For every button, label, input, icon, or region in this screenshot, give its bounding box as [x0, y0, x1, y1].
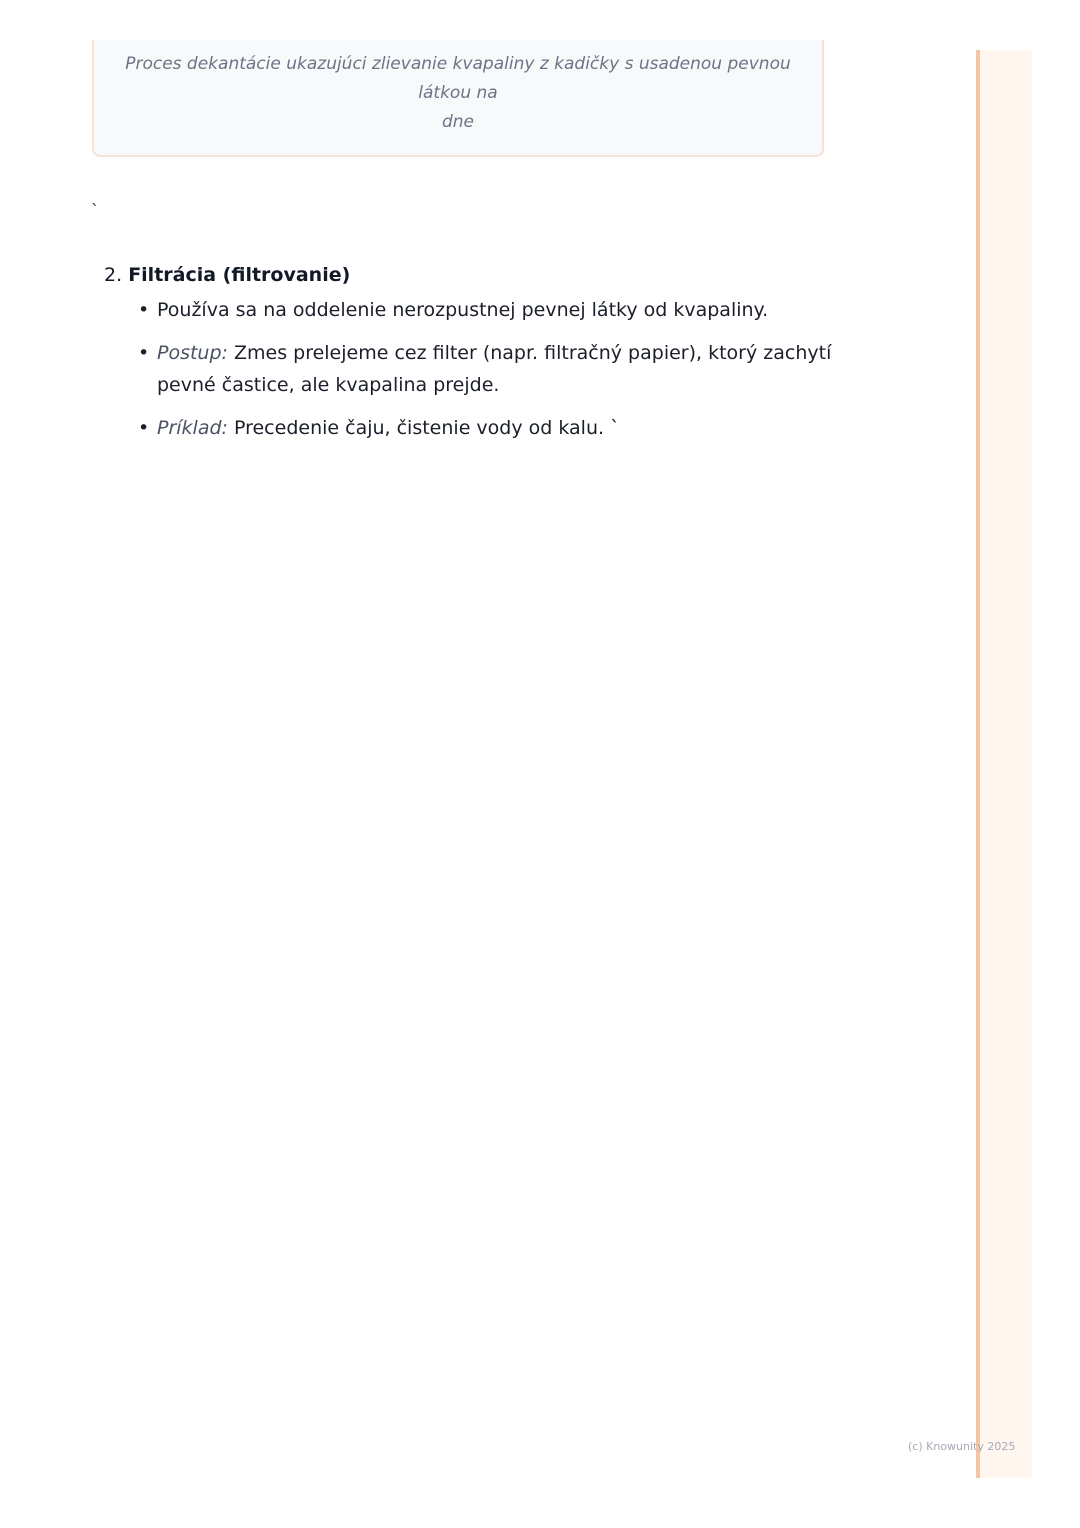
bullet-icon: • [138, 417, 150, 439]
list-item-text: Precedenie čaju, čistenie vody od kalu. ` [227, 417, 620, 439]
image-caption-line-2: dne [441, 112, 475, 132]
section-title: Filtrácia (filtrovanie) [128, 264, 351, 286]
bullet-icon: • [138, 299, 150, 321]
image-caption-line-1: Proces dekantácie ukazujúci zlievanie kvapaliny z kadičky s usadenou pevnou látkou na [125, 54, 791, 103]
image-caption [114, 50, 802, 137]
section-heading [104, 262, 844, 288]
list-item-text: Používa sa na oddelenie nerozpustnej pevnej látky od kvapaliny. [157, 299, 769, 321]
bullet-list [104, 294, 844, 444]
list-item [138, 294, 844, 326]
side-decoration-strip [976, 50, 1032, 1478]
section-number: 2. [104, 264, 123, 286]
copyright-footer: (c) Knowunity 2025 [908, 1440, 1016, 1453]
list-item-label: Príklad: [157, 417, 228, 439]
list-item [138, 412, 844, 444]
bullet-icon: • [138, 342, 150, 364]
image-caption-card [92, 40, 824, 157]
stray-backtick: ` [91, 201, 99, 220]
filtration-section [104, 262, 844, 455]
list-item-text: Zmes prelejeme cez filter (napr. filtračný papier), ktorý zachytí pevné častice, ale kvapalina prejde. [157, 342, 832, 396]
list-item-label: Postup: [157, 342, 228, 364]
side-decoration-edge [976, 50, 980, 1478]
list-item [138, 337, 844, 401]
